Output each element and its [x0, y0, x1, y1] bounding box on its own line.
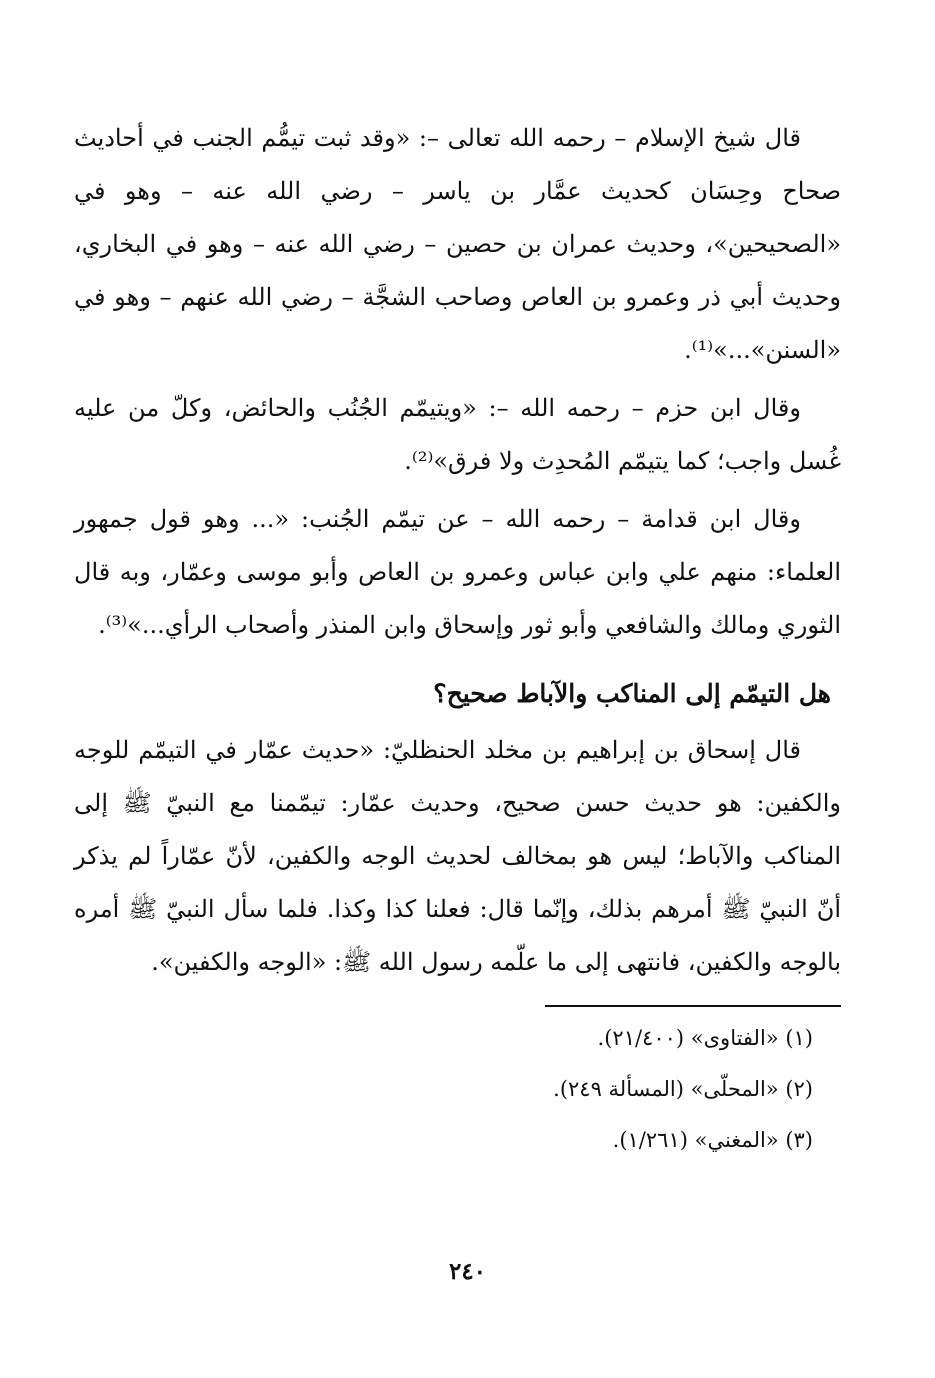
paragraph-ibn-hazm: وقال ابن حزم – رحمه الله –: «ويتيمّم الجُنُب والحائض، وكلّ من عليه غُسل واجب؛ كما يتيمّم المُحدِث ولا فرق»⁽²⁾. — [74, 394, 841, 475]
paragraph-ibn-taymiyyah: قال شيخ الإسلام – رحمه الله تعالى –: «وقد ثبت تيمُّم الجنب في أحاديث صحاح وحِسَان كحديث عمَّار بن ياسر – رضي الله عنه – وهو في «الصحيحين»، وحديث عمران بن حصين – رضي الله عنه – وهو في البخاري، وحديث أبي ذر وعمرو بن العاص وصاحب الشجَّة – رضي الله عنهم – وهو في «السنن»...»⁽¹⁾. — [74, 124, 841, 364]
footnotes — [74, 1013, 841, 1166]
section-heading: هل التيمّم إلى المناكب والآباط صحيح؟ — [433, 679, 831, 708]
page-number: ٢٤٠ — [448, 1258, 487, 1285]
footnote-1: (١) «الفتاوى» (٢١/٤٠٠). — [597, 1026, 813, 1050]
paragraph-ishaq: قال إسحاق بن إبراهيم بن مخلد الحنظليّ: «حديث عمّار في التيمّم للوجه والكفين: هو حديث حسن صحيح، وحديث عمّار: تيمّمنا مع النبيّ ﷺ إلى المناكب والآباط؛ ليس هو بمخالف لحديث الوجه والكفين، لأنّ عمّاراً لم يذكر أنّ النبيّ ﷺ أمرهم بذلك، وإنّما قال: فعلنا كذا وكذا. فلما سأل النبيّ ﷺ أمره بالوجه والكفين، فانتهى إلى ما علّمه رسول الله ﷺ: «الوجه والكفين». — [74, 736, 841, 976]
footnote-2: (٢) «المحلّى» (المسألة ٢٤٩). — [553, 1077, 813, 1101]
paragraph-ibn-qudamah: وقال ابن قدامة – رحمه الله – عن تيمّم الجُنب: «... وهو قول جمهور العلماء: منهم علي وابن عباس وعمرو بن العاص وأبو موسى وعمّار، وبه قال الثوري ومالك والشافعي وأبو ثور وإسحاق وابن المنذر وأصحاب الرأي...»⁽³⁾. — [74, 505, 841, 639]
footnote-divider — [545, 1005, 841, 1007]
footnote-3: (٣) «المغني» (١/٢٦١). — [612, 1128, 813, 1152]
